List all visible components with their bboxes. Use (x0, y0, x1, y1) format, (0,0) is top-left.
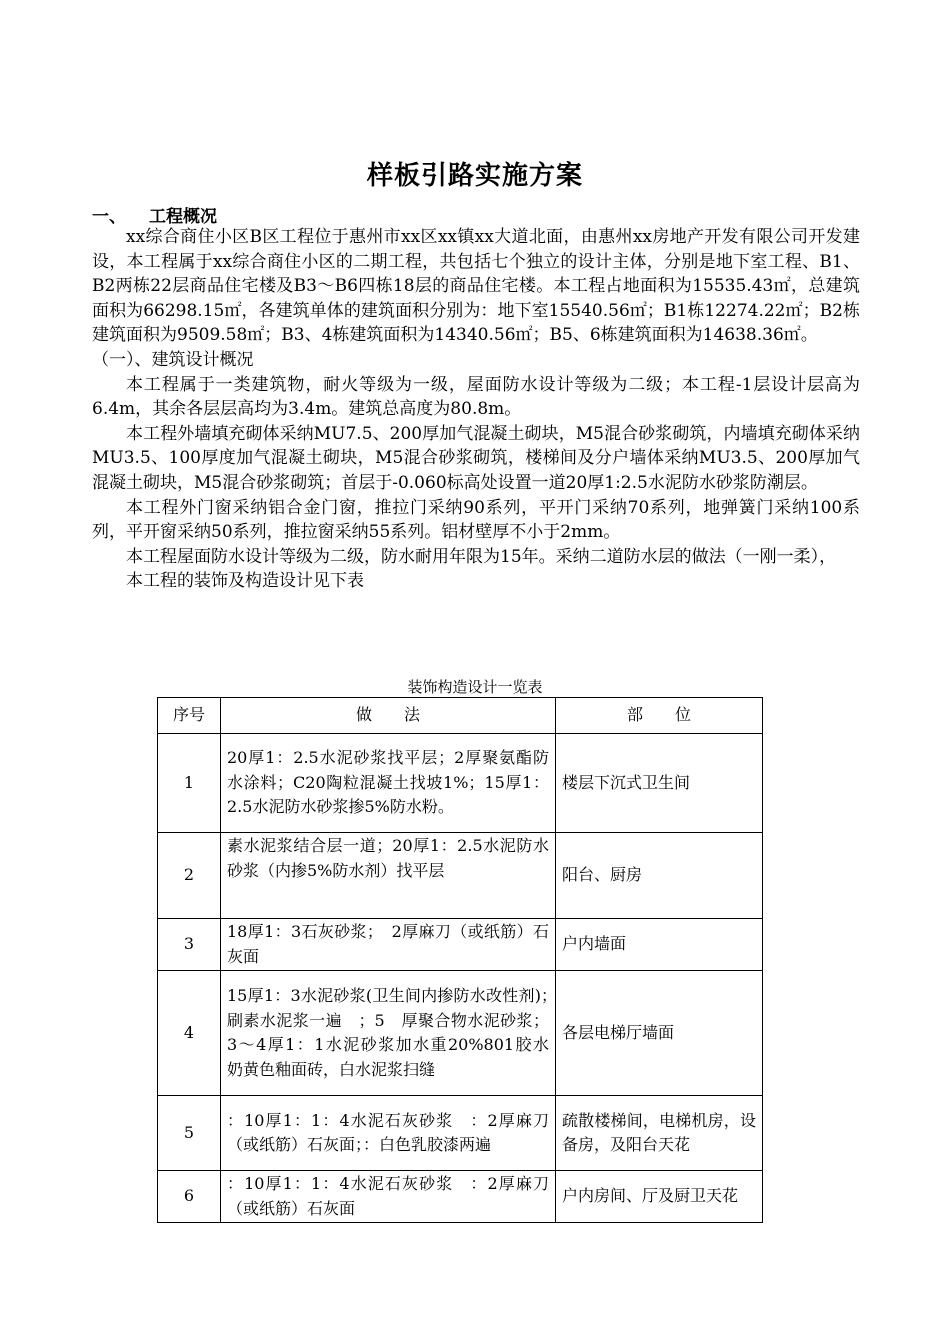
section-heading (92, 202, 217, 227)
cell-location: 楼层下沉式卫生间 (556, 734, 763, 833)
table-row (158, 734, 763, 833)
cell-method: 20厚1：2.5水泥砂浆找平层；2厚聚氨酯防水涂料；C20陶粒混凝土找坡1%；15厚1：2.5水泥防水砂浆掺5%防水粉。 (221, 734, 556, 833)
paragraph-walls: 本工程外墙填充砌体采纳MU7.5、200厚加气混凝土砌块，M5混合砂浆砌筑，内墙填充砌体采纳MU3.5、100厚度加气混凝土砌块，M5混合砂浆砌筑，楼梯间及分户墙体采纳MU3.5、200厚加气混凝土砌块，M5混合砂浆砌筑；首层于-0.060标高处设置一道20厚1:2.5水泥防水砂浆防潮层。 (92, 423, 860, 493)
document-title: 样板引路实施方案 (366, 161, 583, 191)
paragraph-table-intro: 本工程的装饰及构造设计见下表 (126, 571, 364, 592)
table-row (158, 919, 763, 971)
cell-method: ：10厚1：1：4水泥石灰砂浆 ：2厚麻刀（或纸筋）石灰面 (221, 1171, 556, 1223)
cell-method: 素水泥浆结合层一道；20厚1：2.5水泥防水砂浆（内掺5%防水剂）找平层 (221, 833, 556, 919)
table-header-row (158, 698, 763, 734)
paragraph-windows: 本工程外门窗采纳铝合金门窗，推拉门采纳90系列，平开门采纳70系列，地弹簧门采纳100系列，平开窗采纳50系列，推拉窗采纳55系列。铝材壁厚不小于2mm。 (92, 497, 860, 543)
section-title: 工程概况 (149, 207, 217, 227)
subsection-heading: （一）、建筑设计概况 (92, 349, 254, 370)
cell-location: 疏散楼梯间，电梯机房，设备房，及阳台天花 (556, 1096, 763, 1171)
header-method: 做 法 (221, 698, 556, 734)
cell-no: 1 (158, 734, 221, 833)
cell-method: 15厚1：3水泥砂浆(卫生间内掺防水改性剂)； 刷素水泥浆一遍 ；5 厚聚合物水泥砂浆；3～4厚1：1水泥砂浆加水重20%801胶水 奶黄色釉面砖，白水泥浆扫缝 (221, 971, 556, 1096)
table-row (158, 833, 763, 919)
decoration-table (157, 697, 763, 1223)
cell-no: 2 (158, 833, 221, 919)
cell-location: 户内房间、厅及厨卫天花 (556, 1171, 763, 1223)
cell-no: 6 (158, 1171, 221, 1223)
header-no: 序号 (158, 698, 221, 734)
table-row (158, 971, 763, 1096)
paragraph-design: 本工程属于一类建筑物，耐火等级为一级，屋面防水设计等级为二级；本工程-1层设计层高为6.4m，其余各层层高均为3.4m。建筑总高度为80.8m。 (92, 374, 860, 420)
document-body (92, 225, 860, 594)
paragraph-overview: xx综合商住小区B区工程位于惠州市xx区xx镇xx大道北面，由惠州xx房地产开发有限公司开发建设，本工程属于xx综合商住小区的二期工程，共包括七个独立的设计主体，分别是地下室工程、B1、B2两栋22层商品住宅楼及B3～B6四栋18层的商品住宅楼。本工程占地面积为15535.43㎡，总建筑面积为66298.15㎡，各建筑单体的建筑面积分别为：地下室15540.56㎡；B1栋12274.22㎡；B2栋建筑面积为9509.58㎡；B3、4栋建筑面积为14340.56㎡；B5、6栋建筑面积为14638.36㎡。 (92, 227, 860, 346)
header-location: 部 位 (556, 698, 763, 734)
paragraph-roof: 本工程屋面防水设计等级为二级，防水耐用年限为15年。采纳二道防水层的做法（一刚一柔）， (126, 546, 837, 567)
cell-method: 18厚1：3石灰砂浆； 2厚麻刀（或纸筋）石灰面 (221, 919, 556, 971)
cell-location: 各层电梯厅墙面 (556, 971, 763, 1096)
table-row (158, 1096, 763, 1171)
cell-location: 户内墙面 (556, 919, 763, 971)
cell-method: ：10厚1：1：4水泥石灰砂浆 ：2厚麻刀（或纸筋）石灰面；：白色乳胶漆两遍 (221, 1096, 556, 1171)
table-caption: 装饰构造设计一览表 (407, 678, 543, 696)
cell-no: 4 (158, 971, 221, 1096)
cell-no: 3 (158, 919, 221, 971)
section-number: 一、 (92, 207, 126, 227)
table-row (158, 1171, 763, 1223)
cell-location: 阳台、厨房 (556, 833, 763, 919)
cell-no: 5 (158, 1096, 221, 1171)
